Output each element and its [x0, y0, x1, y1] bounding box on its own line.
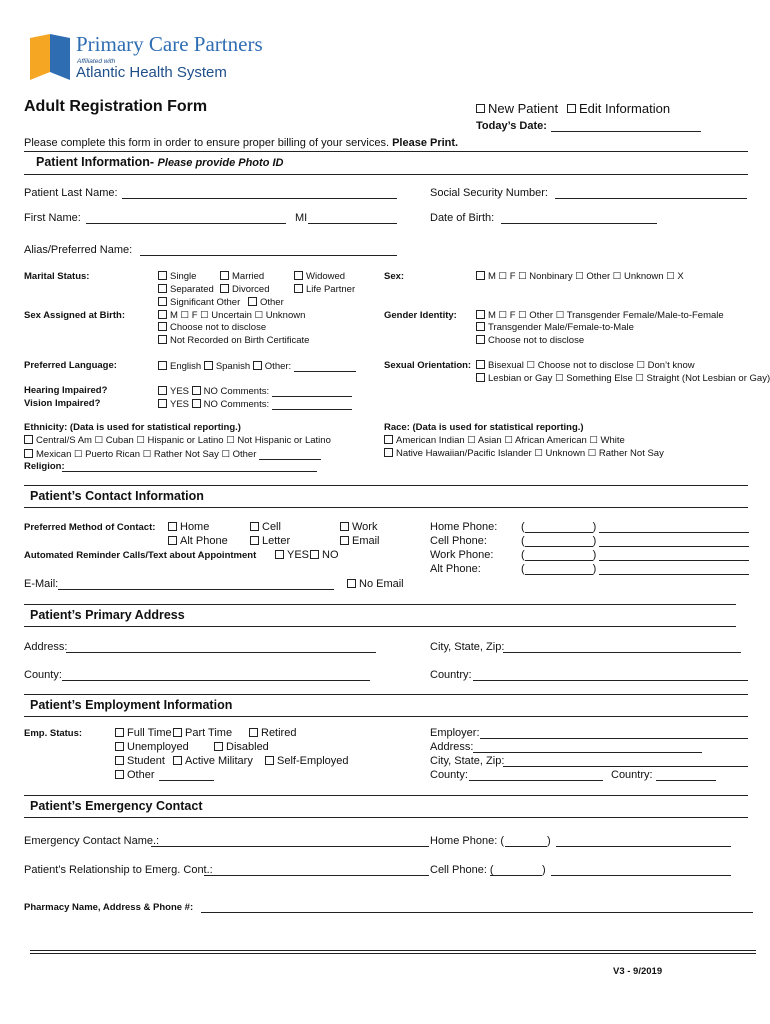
- checkbox[interactable]: [24, 449, 33, 458]
- divider: [24, 817, 748, 818]
- csz-field[interactable]: [503, 641, 741, 653]
- option-label: Separated: [170, 284, 214, 295]
- divider: [30, 953, 756, 954]
- checkbox[interactable]: [476, 335, 485, 344]
- emp-country-label: Country:: [611, 769, 653, 781]
- checkbox[interactable]: [249, 728, 258, 737]
- country-label: Country:: [430, 669, 472, 681]
- emp-active-military[interactable]: [173, 755, 253, 767]
- contact-alt-phone[interactable]: [168, 535, 228, 547]
- alt-phone-field[interactable]: ( ): [521, 563, 749, 575]
- emergency-name-label: Emergency Contact Name.:: [24, 835, 160, 847]
- address-label: Address:: [24, 641, 68, 653]
- new-patient-label: New Patient: [488, 101, 559, 116]
- contact-letter[interactable]: [250, 535, 290, 547]
- emp-retired[interactable]: [249, 727, 296, 739]
- logo-affiliated: Affiliated with: [77, 58, 116, 65]
- emp-unemployed[interactable]: [115, 741, 189, 753]
- contact-email[interactable]: [340, 535, 380, 547]
- checkbox[interactable]: [192, 386, 201, 395]
- mi-field[interactable]: [308, 212, 397, 224]
- marital-divorced[interactable]: [220, 284, 270, 295]
- emp-status-text: Emp. Status: [24, 728, 79, 739]
- checkbox[interactable]: [347, 579, 356, 588]
- checkbox[interactable]: [265, 756, 274, 765]
- emp-county-label: County:: [430, 769, 468, 781]
- ethnicity-other-field[interactable]: [259, 448, 321, 460]
- checkbox[interactable]: [476, 360, 485, 369]
- emp-full-time[interactable]: [115, 727, 172, 739]
- sex-at-birth-line3[interactable]: [158, 335, 309, 346]
- reminder-yes[interactable]: [275, 549, 309, 561]
- checkbox[interactable]: [220, 284, 229, 293]
- option-label: Home: [180, 521, 210, 533]
- edit-info-label: Edit Information: [579, 101, 671, 116]
- reminder-label: Automated Reminder Calls/Text about Appointment: [24, 550, 257, 561]
- work-phone-field[interactable]: ( ): [521, 549, 749, 561]
- checkbox[interactable]: [158, 322, 167, 331]
- comments-label: Comments:: [220, 399, 270, 410]
- todays-date-label: Today’s Date:: [476, 120, 547, 132]
- orientation-label: Sexual Orientation:: [384, 360, 472, 371]
- gender-identity-line2[interactable]: [476, 322, 634, 333]
- sex-at-birth-line2[interactable]: [158, 322, 266, 333]
- checkbox[interactable]: [158, 271, 167, 280]
- checkbox[interactable]: [384, 435, 393, 444]
- marital-life-partner[interactable]: [294, 284, 355, 295]
- checkbox[interactable]: [115, 756, 124, 765]
- race-line2[interactable]: [384, 448, 664, 459]
- emp-disabled[interactable]: [214, 741, 269, 753]
- option-label: M ☐ F ☐ Other ☐ Transgender Female/Male-to-Female: [488, 310, 724, 321]
- todays-date-field[interactable]: [551, 120, 701, 132]
- work-phone-label: Work Phone:: [430, 549, 494, 561]
- emp-address-label: Address:: [430, 741, 474, 753]
- county-field[interactable]: [62, 669, 370, 681]
- relationship-field[interactable]: [204, 864, 429, 876]
- option-label: Widowed: [306, 271, 346, 282]
- option-label: Retired: [261, 727, 297, 739]
- language-label: Preferred Language:: [24, 360, 117, 371]
- emergency-heading: Patient’s Emergency Contact: [30, 799, 203, 813]
- heading-note: Please provide Photo ID: [157, 157, 284, 169]
- option-label: Letter: [262, 535, 291, 547]
- religion-label: Religion:: [24, 461, 65, 472]
- sex-at-birth-label: Sex Assigned at Birth:: [24, 310, 126, 321]
- checkbox[interactable]: [158, 399, 167, 408]
- divider: [24, 795, 748, 796]
- option-label: Not Recorded on Birth Certificate: [170, 335, 310, 346]
- logo-name: Primary Care Partners: [76, 32, 263, 56]
- employer-label: Employer:: [430, 727, 480, 739]
- new-patient-option[interactable]: [476, 101, 558, 116]
- home-phone-label: Home Phone:: [430, 521, 498, 533]
- contact-home[interactable]: [168, 521, 209, 533]
- divider: [30, 950, 756, 951]
- emp-status-label: Emp. Status:: [24, 728, 83, 739]
- option-label: Native Hawaiian/Pacific Islander ☐ Unknown ☐ Rather Not Say: [396, 448, 664, 459]
- emp-csz-field[interactable]: [503, 755, 748, 767]
- checkbox[interactable]: [158, 284, 167, 293]
- option-label: Other: [127, 769, 155, 781]
- divider: [24, 626, 736, 627]
- divider: [24, 174, 748, 175]
- option-label: Transgender Male/Female-to-Male: [488, 322, 634, 333]
- emp-part-time[interactable]: [173, 727, 232, 739]
- checkbox[interactable]: [173, 756, 182, 765]
- instructions: [24, 137, 458, 149]
- dob-label: Date of Birth:: [430, 212, 495, 224]
- option-label: Divorced: [232, 284, 270, 295]
- heading-text: Patient Information-: [36, 155, 155, 169]
- checkbox[interactable]: [115, 742, 124, 751]
- ethnicity-line1[interactable]: [24, 435, 331, 446]
- option-label: Significant Other: [170, 297, 241, 308]
- checkbox[interactable]: [275, 550, 284, 559]
- option-label: American Indian ☐ Asian ☐ African American ☐ White: [396, 435, 625, 446]
- checkbox[interactable]: [294, 271, 303, 280]
- sex-options[interactable]: [476, 271, 684, 282]
- checkbox[interactable]: [310, 550, 319, 559]
- pharmacy-label: Pharmacy Name, Address & Phone #:: [24, 902, 194, 913]
- checkbox[interactable]: [158, 386, 167, 395]
- cell-phone-field[interactable]: ( ): [521, 535, 749, 547]
- marital-significant-other[interactable]: [158, 297, 240, 308]
- pref-contact-label: Preferred Method of Contact:: [24, 522, 156, 533]
- checkbox[interactable]: [173, 728, 182, 737]
- cell-phone-label: Cell Phone:: [430, 535, 487, 547]
- option-label: No Email: [359, 578, 404, 590]
- logo-mark-icon: [28, 34, 72, 82]
- option-label: Spanish: [215, 361, 251, 372]
- instructions-text: Please complete this form in order to ensure proper billing of your services.: [24, 137, 390, 149]
- emergency-cell-phone-field[interactable]: ): [490, 864, 731, 876]
- employment-heading: Patient’s Employment Information: [30, 698, 233, 712]
- please-print: Please Print.: [392, 137, 459, 149]
- checkbox[interactable]: [192, 399, 201, 408]
- no-email-option[interactable]: [347, 578, 404, 590]
- checkbox[interactable]: [294, 284, 303, 293]
- emp-csz-label: City, State, Zip:: [430, 755, 505, 767]
- home-phone-field[interactable]: ( ): [521, 521, 749, 533]
- gender-identity-line3[interactable]: [476, 335, 584, 346]
- checkbox[interactable]: [250, 522, 259, 531]
- ethnicity-line2[interactable]: [24, 448, 321, 460]
- divider: [24, 604, 736, 605]
- emp-student[interactable]: [115, 755, 165, 767]
- option-label: Mexican ☐ Puerto Rican ☐ Rather Not Say ☐ Other: [36, 449, 257, 460]
- option-label: NO: [203, 399, 218, 410]
- contact-cell[interactable]: [250, 521, 281, 533]
- alt-phone-label: Alt Phone:: [430, 563, 481, 575]
- emergency-cell-phone-label: Cell Phone: (: [430, 864, 494, 876]
- option-label: Bisexual ☐ Choose not to disclose ☐ Don’t know: [488, 360, 695, 371]
- orientation-line1[interactable]: [476, 360, 695, 371]
- ethnicity-label: Ethnicity: (Data is used for statistical reporting.): [24, 422, 241, 433]
- option-label: Other:: [264, 361, 292, 372]
- divider: [24, 151, 748, 152]
- comments-label: Comments:: [220, 386, 270, 397]
- hearing-comments-field[interactable]: [272, 385, 352, 397]
- relationship-label: Patient’s Relationship to Emerg. Cont.:: [24, 864, 213, 876]
- vision-label: Vision Impaired?: [24, 398, 101, 409]
- marital-widowed[interactable]: [294, 271, 345, 282]
- race-label: Race: (Data is used for statistical reporting.): [384, 422, 584, 433]
- checkbox[interactable]: [24, 435, 33, 444]
- option-label: YES: [287, 549, 310, 561]
- patient-info-heading: [36, 155, 283, 169]
- option-label: Alt Phone: [180, 535, 228, 547]
- marital-label: Marital Status:: [24, 271, 90, 282]
- checkbox[interactable]: [248, 297, 257, 306]
- gender-identity-line1[interactable]: [476, 310, 724, 321]
- first-name-field[interactable]: [86, 212, 286, 224]
- hearing-label: Hearing Impaired?: [24, 385, 108, 396]
- divider: [24, 485, 748, 486]
- language-options[interactable]: [158, 360, 356, 372]
- marital-married[interactable]: [220, 271, 264, 282]
- marital-other[interactable]: [248, 297, 284, 308]
- marital-separated[interactable]: [158, 284, 214, 295]
- option-label: English: [170, 361, 202, 372]
- option-label: YES: [170, 399, 190, 410]
- checkbox[interactable]: [158, 310, 167, 319]
- orientation-line2[interactable]: [476, 373, 770, 384]
- alias-field[interactable]: [140, 244, 397, 256]
- option-label: YES: [170, 386, 190, 397]
- checkbox[interactable]: [567, 104, 576, 113]
- csz-label: City, State, Zip:: [430, 641, 505, 653]
- page-title: Adult Registration Form: [24, 98, 208, 115]
- emp-county-field[interactable]: [469, 769, 603, 781]
- contact-heading: Patient’s Contact Information: [30, 489, 204, 503]
- email-label: E-Mail:: [24, 578, 59, 590]
- address-field[interactable]: [66, 641, 376, 653]
- edit-info-option[interactable]: [567, 101, 670, 116]
- checkbox[interactable]: [384, 448, 393, 457]
- reminder-no[interactable]: [310, 549, 339, 561]
- option-label: Email: [352, 535, 380, 547]
- emp-self-employed[interactable]: [265, 755, 349, 767]
- option-label: Work: [352, 521, 378, 533]
- option-label: Cell: [262, 521, 281, 533]
- religion-field[interactable]: [62, 460, 317, 472]
- option-label: NO: [322, 549, 339, 561]
- county-label: County:: [24, 669, 62, 681]
- employer-field[interactable]: [480, 727, 748, 739]
- vision-comments-field[interactable]: [272, 398, 352, 410]
- checkbox[interactable]: [158, 361, 167, 370]
- checkbox[interactable]: [476, 322, 485, 331]
- emergency-home-phone-label: Home Phone: (: [430, 835, 504, 847]
- dob-field[interactable]: [501, 212, 657, 224]
- country-field[interactable]: [473, 669, 748, 681]
- ssn-label: Social Security Number:: [430, 187, 548, 199]
- marital-single[interactable]: [158, 271, 196, 282]
- option-label: Single: [170, 271, 197, 282]
- language-other-field[interactable]: [294, 360, 356, 372]
- checkbox[interactable]: [204, 361, 213, 370]
- option-label: Choose not to disclose: [170, 322, 267, 333]
- checkbox[interactable]: [476, 104, 485, 113]
- pharmacy-field[interactable]: [201, 901, 753, 913]
- checkbox[interactable]: [168, 522, 177, 531]
- checkbox[interactable]: [214, 742, 223, 751]
- checkbox[interactable]: [220, 271, 229, 280]
- mi-label: MI: [295, 212, 308, 224]
- checkbox[interactable]: [476, 271, 485, 280]
- divider: [24, 507, 748, 508]
- vision-options[interactable]: [158, 398, 352, 410]
- checkbox[interactable]: [115, 728, 124, 737]
- option-label: Choose not to disclose: [488, 335, 585, 346]
- alias-label: Alias/Preferred Name:: [24, 244, 133, 256]
- first-name-label: First Name:: [24, 212, 81, 224]
- version-label: V3 - 9/2019: [613, 966, 663, 977]
- option-label: Self-Employed: [277, 755, 349, 767]
- emp-other[interactable]: [115, 769, 214, 781]
- last-name-field[interactable]: [122, 187, 397, 199]
- emergency-home-phone-field[interactable]: ): [505, 835, 731, 847]
- option-label: M ☐ F ☐ Uncertain ☐ Unknown: [170, 310, 306, 321]
- option-label: Married: [232, 271, 265, 282]
- emp-other-field[interactable]: [159, 769, 214, 781]
- emergency-name-field[interactable]: [151, 835, 429, 847]
- checkbox[interactable]: [158, 335, 167, 344]
- email-field[interactable]: [58, 578, 334, 590]
- checkbox[interactable]: [253, 361, 262, 370]
- option-label: Life Partner: [306, 284, 356, 295]
- last-name-label: Patient Last Name:: [24, 187, 118, 199]
- option-label: Central/S Am ☐ Cuban ☐ Hispanic or Latino ☐ Not Hispanic or Latino: [36, 435, 331, 446]
- contact-work[interactable]: [340, 521, 377, 533]
- checkbox[interactable]: [340, 536, 349, 545]
- ssn-field[interactable]: [555, 187, 747, 199]
- checkbox[interactable]: [250, 536, 259, 545]
- hearing-options[interactable]: [158, 385, 352, 397]
- option-label: M ☐ F ☐ Nonbinary ☐ Other ☐ Unknown ☐ X: [488, 271, 684, 282]
- option-label: Active Military: [185, 755, 253, 767]
- checkbox[interactable]: [168, 536, 177, 545]
- divider: [24, 694, 748, 695]
- option-label: NO: [203, 386, 218, 397]
- checkbox[interactable]: [158, 297, 167, 306]
- checkbox[interactable]: [476, 373, 485, 382]
- logo-system: Atlantic Health System: [76, 64, 227, 81]
- address-heading: Patient’s Primary Address: [30, 608, 185, 622]
- option-label: Other: [260, 297, 284, 308]
- sex-label: Sex:: [384, 271, 405, 282]
- emp-country-field[interactable]: [656, 769, 716, 781]
- checkbox[interactable]: [476, 310, 485, 319]
- option-label: Student: [127, 755, 165, 767]
- pref-contact-text: Preferred Method of Contact: [24, 522, 153, 533]
- checkbox[interactable]: [115, 770, 124, 779]
- race-line1[interactable]: [384, 435, 625, 446]
- option-label: Unemployed: [127, 741, 189, 753]
- gender-identity-label: Gender Identity:: [384, 310, 457, 321]
- sex-at-birth-line1[interactable]: [158, 310, 305, 321]
- option-label: Lesbian or Gay ☐ Something Else ☐ Straight (Not Lesbian or Gay): [488, 373, 770, 384]
- option-label: Full Time: [127, 727, 172, 739]
- checkbox[interactable]: [340, 522, 349, 531]
- emp-address-field[interactable]: [473, 741, 702, 753]
- option-label: Part Time: [185, 727, 233, 739]
- divider: [24, 716, 748, 717]
- option-label: Disabled: [226, 741, 269, 753]
